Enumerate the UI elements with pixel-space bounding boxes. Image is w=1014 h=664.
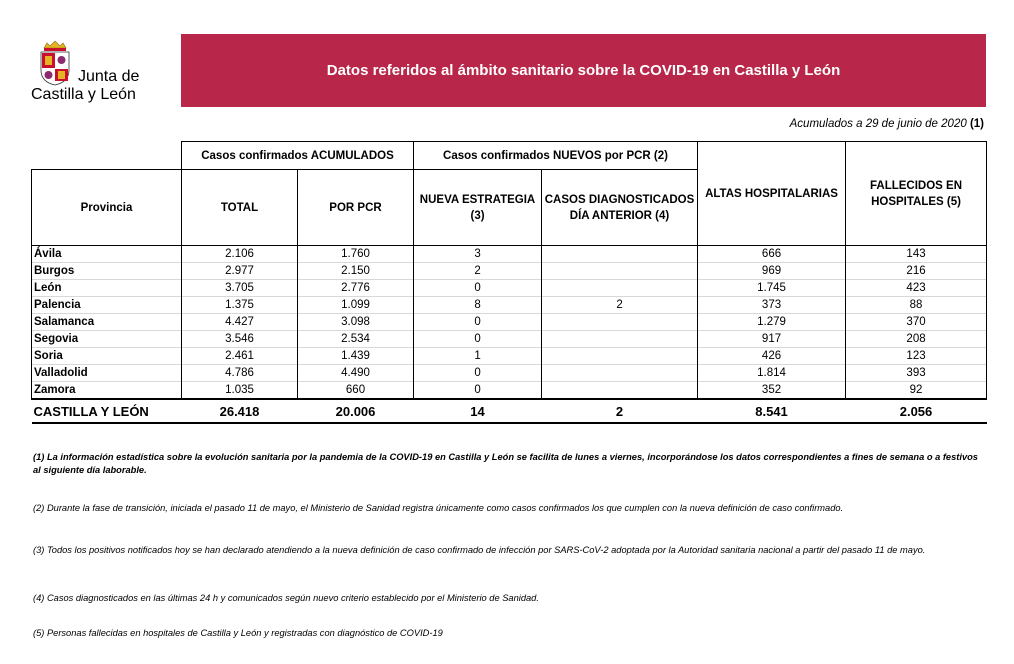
accumulated-date	[790, 118, 984, 130]
title-banner	[181, 34, 986, 107]
header-por-pcr: POR PCR	[298, 170, 414, 246]
table-row	[32, 297, 987, 314]
cell-total: 2.461	[182, 348, 298, 365]
logo-text-line1: Junta de	[78, 68, 140, 85]
cell-casos-diagnosticados	[542, 348, 698, 365]
totals-row	[32, 399, 987, 423]
covid-data-table	[31, 141, 987, 424]
cell-fallecidos: 216	[846, 263, 987, 280]
total-altas: 8.541	[698, 399, 846, 423]
cell-provincia: Palencia	[32, 297, 182, 314]
cell-casos-diagnosticados	[542, 331, 698, 348]
cell-casos-diagnosticados	[542, 382, 698, 400]
cell-provincia: León	[32, 280, 182, 297]
cell-altas: 917	[698, 331, 846, 348]
cell-casos-diagnosticados	[542, 280, 698, 297]
cell-por-pcr: 1.439	[298, 348, 414, 365]
header-blank	[32, 142, 182, 170]
cell-total: 3.705	[182, 280, 298, 297]
cell-por-pcr: 3.098	[298, 314, 414, 331]
cell-provincia: Segovia	[32, 331, 182, 348]
cell-por-pcr: 4.490	[298, 365, 414, 382]
cell-total: 1.035	[182, 382, 298, 400]
footnote-5: (5) Personas fallecidas en hospitales de Castilla y León y registradas con diagnóstico de COVID-19	[33, 628, 443, 638]
cell-nueva-estrategia: 8	[414, 297, 542, 314]
table-row	[32, 314, 987, 331]
cell-casos-diagnosticados	[542, 314, 698, 331]
cell-altas: 969	[698, 263, 846, 280]
cell-fallecidos: 88	[846, 297, 987, 314]
footnote-4: (4) Casos diagnosticados en las últimas 24 h y comunicados según nuevo criterio establecido por el Ministerio de Sanidad.	[33, 593, 539, 603]
cell-total: 1.375	[182, 297, 298, 314]
cell-casos-diagnosticados: 2	[542, 297, 698, 314]
table-row	[32, 348, 987, 365]
cell-por-pcr: 2.776	[298, 280, 414, 297]
total-total: 26.418	[182, 399, 298, 423]
cell-provincia: Valladolid	[32, 365, 182, 382]
cell-fallecidos: 143	[846, 246, 987, 263]
castilla-leon-shield-icon	[38, 40, 72, 86]
table-row	[32, 382, 987, 400]
cell-por-pcr: 660	[298, 382, 414, 400]
table-row	[32, 246, 987, 263]
table-row	[32, 331, 987, 348]
cell-provincia: Salamanca	[32, 314, 182, 331]
cell-total: 2.106	[182, 246, 298, 263]
cell-por-pcr: 2.150	[298, 263, 414, 280]
cell-provincia: Soria	[32, 348, 182, 365]
total-provincia: CASTILLA Y LEÓN	[32, 399, 182, 423]
cell-casos-diagnosticados	[542, 365, 698, 382]
header-fallecidos: FALLECIDOS EN HOSPITALES (5)	[846, 142, 987, 246]
cell-total: 4.786	[182, 365, 298, 382]
header-total: TOTAL	[182, 170, 298, 246]
cell-nueva-estrategia: 0	[414, 331, 542, 348]
footnote-1: (1) La información estadística sobre la evolución sanitaria por la pandemia de la COVID-19 en Castilla y León se facilita de lunes a viernes, incorporándose los datos correspondientes a fines de semana o a festivos al siguiente día laborable.	[33, 452, 978, 475]
total-casos-diagnosticados: 2	[542, 399, 698, 423]
cell-fallecidos: 123	[846, 348, 987, 365]
table-row	[32, 263, 987, 280]
cell-provincia: Ávila	[32, 246, 182, 263]
cell-fallecidos: 92	[846, 382, 987, 400]
cell-nueva-estrategia: 0	[414, 382, 542, 400]
cell-nueva-estrategia: 3	[414, 246, 542, 263]
cell-total: 4.427	[182, 314, 298, 331]
total-nueva-estrategia: 14	[414, 399, 542, 423]
cell-altas: 373	[698, 297, 846, 314]
cell-por-pcr: 1.099	[298, 297, 414, 314]
cell-nueva-estrategia: 1	[414, 348, 542, 365]
cell-total: 3.546	[182, 331, 298, 348]
table-row	[32, 280, 987, 297]
cell-provincia: Burgos	[32, 263, 182, 280]
cell-fallecidos: 370	[846, 314, 987, 331]
cell-altas: 1.279	[698, 314, 846, 331]
accumulated-date-ref: (1)	[969, 118, 984, 130]
total-por-pcr: 20.006	[298, 399, 414, 423]
header-provincia: Provincia	[32, 170, 182, 246]
cell-casos-diagnosticados	[542, 246, 698, 263]
header-group-acumulados: Casos confirmados ACUMULADOS	[182, 142, 414, 170]
header-nueva-estrategia: NUEVA ESTRATEGIA (3)	[414, 170, 542, 246]
banner-title: Datos referidos al ámbito sanitario sobre la COVID-19 en Castilla y León	[326, 62, 841, 79]
total-fallecidos: 2.056	[846, 399, 987, 423]
header-group-nuevos: Casos confirmados NUEVOS por PCR (2)	[414, 142, 698, 170]
cell-casos-diagnosticados	[542, 263, 698, 280]
footnote-3: (3) Todos los positivos notificados hoy se han declarado atendiendo a la nueva definición de caso confirmado de infección por SARS-CoV-2 adoptada por la Autoridad sanitaria nacional a partir del pasado 11 de mayo.	[33, 545, 926, 555]
cell-provincia: Zamora	[32, 382, 182, 400]
cell-nueva-estrategia: 0	[414, 280, 542, 297]
junta-logo	[28, 38, 168, 108]
header-altas: ALTAS HOSPITALARIAS	[698, 142, 846, 246]
cell-nueva-estrategia: 2	[414, 263, 542, 280]
accumulated-date-text: Acumulados a 29 de junio de 2020	[789, 118, 967, 130]
cell-por-pcr: 1.760	[298, 246, 414, 263]
cell-altas: 426	[698, 348, 846, 365]
cell-nueva-estrategia: 0	[414, 314, 542, 331]
header-casos-diagnosticados: CASOS DIAGNOSTICADOS DÍA ANTERIOR (4)	[542, 170, 698, 246]
table-row	[32, 365, 987, 382]
cell-altas: 352	[698, 382, 846, 400]
logo-text-line2: Castilla y León	[31, 86, 136, 103]
cell-nueva-estrategia: 0	[414, 365, 542, 382]
cell-fallecidos: 423	[846, 280, 987, 297]
cell-total: 2.977	[182, 263, 298, 280]
cell-por-pcr: 2.534	[298, 331, 414, 348]
cell-altas: 666	[698, 246, 846, 263]
footnote-2: (2) Durante la fase de transición, iniciada el pasado 11 de mayo, el Ministerio de Sanidad registra únicamente como casos confirmados los que cumplen con la nueva definición de caso confirmado.	[33, 503, 844, 513]
cell-altas: 1.814	[698, 365, 846, 382]
cell-fallecidos: 208	[846, 331, 987, 348]
cell-altas: 1.745	[698, 280, 846, 297]
cell-fallecidos: 393	[846, 365, 987, 382]
